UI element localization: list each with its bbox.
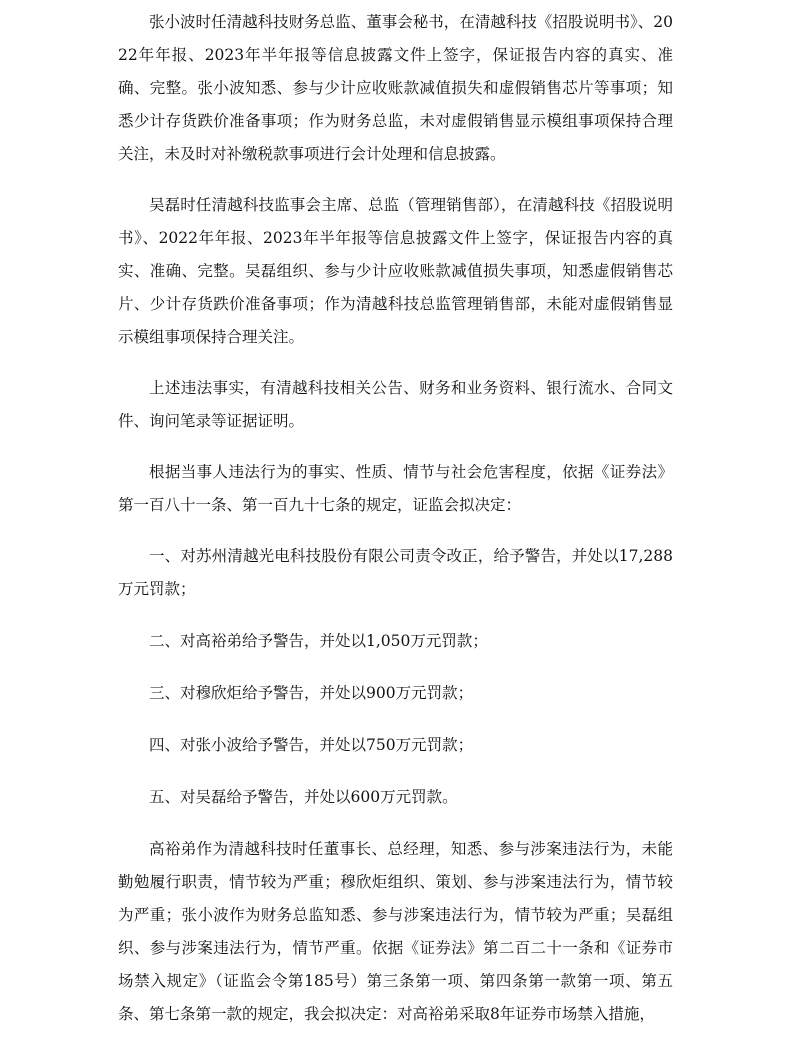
document-page <box>118 6 673 1049</box>
paragraph-legal-basis: 根据当事人违法行为的事实、性质、情节与社会危害程度，依据《证券法》第一百八十一条、第一百九十七条的规定，证监会拟决定： <box>118 463 673 514</box>
paragraph-market-ban: 高裕弟作为清越科技时任董事长、总经理，知悉、参与涉案违法行为，未能勤勉履行职责，情节较为严重；穆欣炬组织、策划、参与涉案违法行为，情节较为严重；张小波作为财务总监知悉、参与涉案违法行为，情节较为严重；吴磊组织、参与涉案违法行为，情节严重。依据《证券法》第二百二十一条和《证券市场禁入规定》（证监会令第185号）第三条第一项、第四条第一款第一项、第五条、第七条第一款的规定，我会拟决定：对高裕弟采取8年证券市场禁入措施， <box>118 840 673 1023</box>
paragraph-wu-lei: 吴磊时任清越科技监事会主席、总监（管理销售部），在清越科技《招股说明书》、2022年年报、2023年半年报等信息披露文件上签字，保证报告内容的真实、准确、完整。吴磊组织、参与少计应收账款减值损失事项，知悉虚假销售芯片、少计存货跌价准备事项；作为清越科技总监管理销售部，未能对虚假销售显示模组事项保持合理关注。 <box>118 196 673 346</box>
penalty-item-gao-yudi: 二、对高裕弟给予警告，并处以1,050万元罚款； <box>149 632 488 650</box>
penalty-item-mu-xinju: 三、对穆欣炬给予警告，并处以900万元罚款； <box>149 684 474 702</box>
penalty-item-company: 一、对苏州清越光电科技股份有限公司责令改正，给予警告，并处以17,288万元罚款； <box>118 547 673 598</box>
paragraph-zhang-xiaobo: 张小波时任清越科技财务总监、董事会秘书，在清越科技《招股说明书》、2022年年报、2023年半年报等信息披露文件上签字，保证报告内容的真实、准确、完整。张小波知悉、参与少计应收账款减值损失和虚假销售芯片等事项；知悉少计存货跌价准备事项；作为财务总监，未对虚假销售显示模组事项保持合理关注，未及时对补缴税款事项进行会计处理和信息披露。 <box>118 13 673 163</box>
paragraph-evidence: 上述违法事实，有清越科技相关公告、财务和业务资料、银行流水、合同文件、询问笔录等证据证明。 <box>118 379 673 430</box>
penalty-item-zhang-xiaobo: 四、对张小波给予警告，并处以750万元罚款； <box>149 736 474 754</box>
penalty-item-wu-lei: 五、对吴磊给予警告，并处以600万元罚款。 <box>149 788 458 806</box>
